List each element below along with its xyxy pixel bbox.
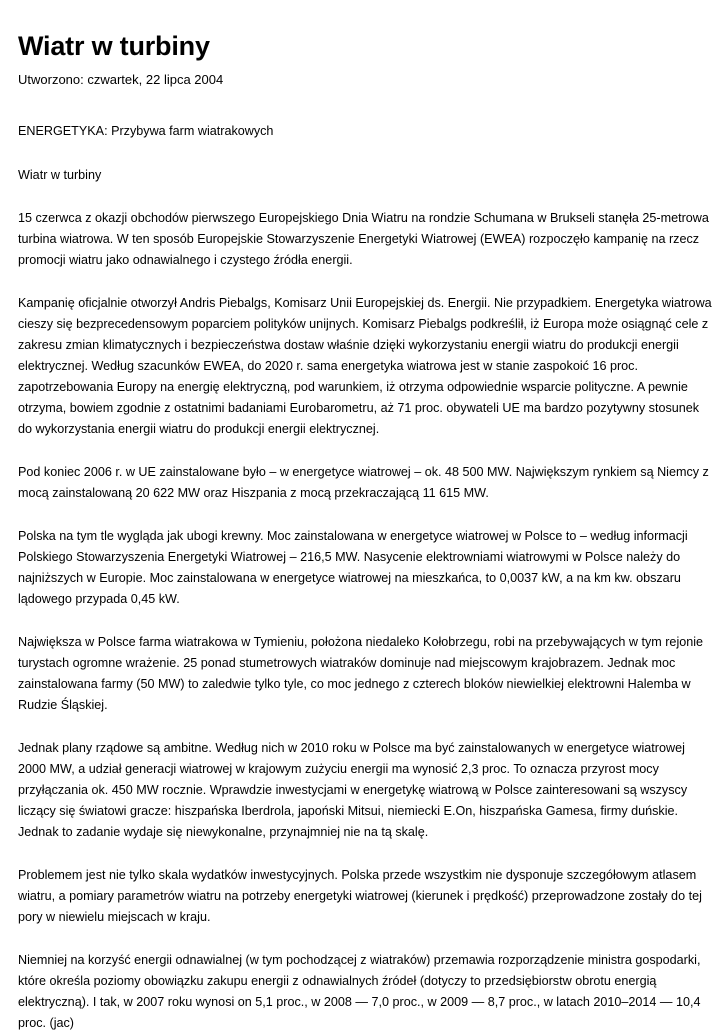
article-title: Wiatr w turbiny (18, 31, 210, 61)
body-paragraph: Niemniej na korzyść energii odnawialnej (w tym pochodzącej z wiatraków) przemawia rozporządzenie ministra gospodarki, które określa poziomy obowiązku zakupu energii z odnawialnych źródeł (dotyczy to przedsiębiorstw obrotu energią elektryczną). I tak, w 2007 roku wynosi on 5,1 proc., w 2008 — 7,0 proc., w 2009 — 8,7 proc., w latach 2010–2014 — 10,4 proc. (jac) (18, 953, 701, 1030)
article-body (18, 208, 713, 1034)
body-paragraph: Pod koniec 2006 r. w UE zainstalowane było – w energetyce wiatrowej – ok. 48 500 MW. Największym rynkiem są Niemcy z mocą zainstalowaną 20 622 MW oraz Hiszpania z mocą przekraczającą 11 615 MW. (18, 465, 709, 500)
article-kicker: ENERGETYKA: Przybywa farm wiatrakowych (18, 124, 274, 138)
body-paragraph: Największa w Polsce farma wiatrakowa w Tymieniu, położona niedaleko Kołobrzegu, robi na przebywających w tym rejonie turystach ogromne wrażenie. 25 ponad stumetrowych wiatraków dominuje nad miejscowym krajobrazem. Jednak moc zainstalowana farmy (50 MW) to zaledwie tylko tyle, co moc jednego z czterech bloków niewielkiej elektrowni Halemba w Rudzie Śląskiej. (18, 635, 704, 712)
article-subtitle: Wiatr w turbiny (18, 168, 102, 182)
body-paragraph: Kampanię oficjalnie otworzył Andris Piebalgs, Komisarz Unii Europejskiej ds. Energii. Nie przypadkiem. Energetyka wiatrowa cieszy się bezprecedensowym poparciem polityków unijnych. Komisarz Piebalgs podkreślił, iż Europa może osiągnąć cele z zakresu zmian klimatycznych i bezpieczeństwa dostaw właśnie dzięki wykorzystaniu energii wiatru do produkcji energii elektrycznej. Według szacunków EWEA, do 2020 r. sama energetyka wiatrowa jest w stanie zaspokoić 16 proc. zapotrzebowania Europy na energię elektryczną, pod warunkiem, iż otrzyma odpowiednie wsparcie polityczne. A pewnie otrzyma, bowiem zgodnie z ostatnimi badaniami Eurobarometru, aż 71 proc. obywateli UE ma bardzo pozytywny stosunek do wykorzystania energii wiatru do produkcji energii elektrycznej. (18, 296, 712, 436)
body-paragraph: Polska na tym tle wygląda jak ubogi krewny. Moc zainstalowana w energetyce wiatrowej w Polsce to – według informacji Polskiego Stowarzyszenia Energetyki Wiatrowej – 216,5 MW. Nasycenie elektrowniami wiatrowymi w Polsce należy do najniższych w Europie. Moc zainstalowana w energetyce wiatrowej na mieszkańca, to 0,0037 kW, a na km kw. obszaru lądowego przypada 0,45 kW. (18, 529, 688, 606)
body-paragraph: Jednak plany rządowe są ambitne. Według nich w 2010 roku w Polsce ma być zainstalowanych w energetyce wiatrowej 2000 MW, a udział generacji wiatrowej w krajowym zużyciu energii ma wynosić 2,3 proc. To oznacza przyrost mocy przyłączania ok. 450 MW rocznie. Wprawdzie inwestycjami w energetykę wiatrową w Polsce zainteresowani są wszyscy liczący się światowi gracze: hiszpańska Iberdrola, japoński Mitsui, niemiecki E.On, hiszpańska Gamesa, firmy duńskie. Jednak to zadanie wydaje się niewykonalne, przynajmniej nie na tą skalę. (18, 741, 688, 839)
body-paragraph: Problemem jest nie tylko skala wydatków inwestycyjnych. Polska przede wszystkim nie dysponuje szczegółowym atlasem wiatru, a pomiary parametrów wiatru na potrzeby energetyki wiatrowej (kierunek i prędkość) przeprowadzone zostały do tej pory w niewielu miejscach w kraju. (18, 868, 702, 924)
creation-date: Utworzono: czwartek, 22 lipca 2004 (18, 72, 224, 87)
body-paragraph: 15 czerwca z okazji obchodów pierwszego Europejskiego Dnia Wiatru na rondzie Schumana w Brukseli stanęła 25-metrowa turbina wiatrowa. W ten sposób Europejskie Stowarzyszenie Energetyki Wiatrowej (EWEA) rozpoczęło kampanię na rzecz promocji wiatru jako odnawialnego i czystego źródła energii. (18, 211, 709, 267)
